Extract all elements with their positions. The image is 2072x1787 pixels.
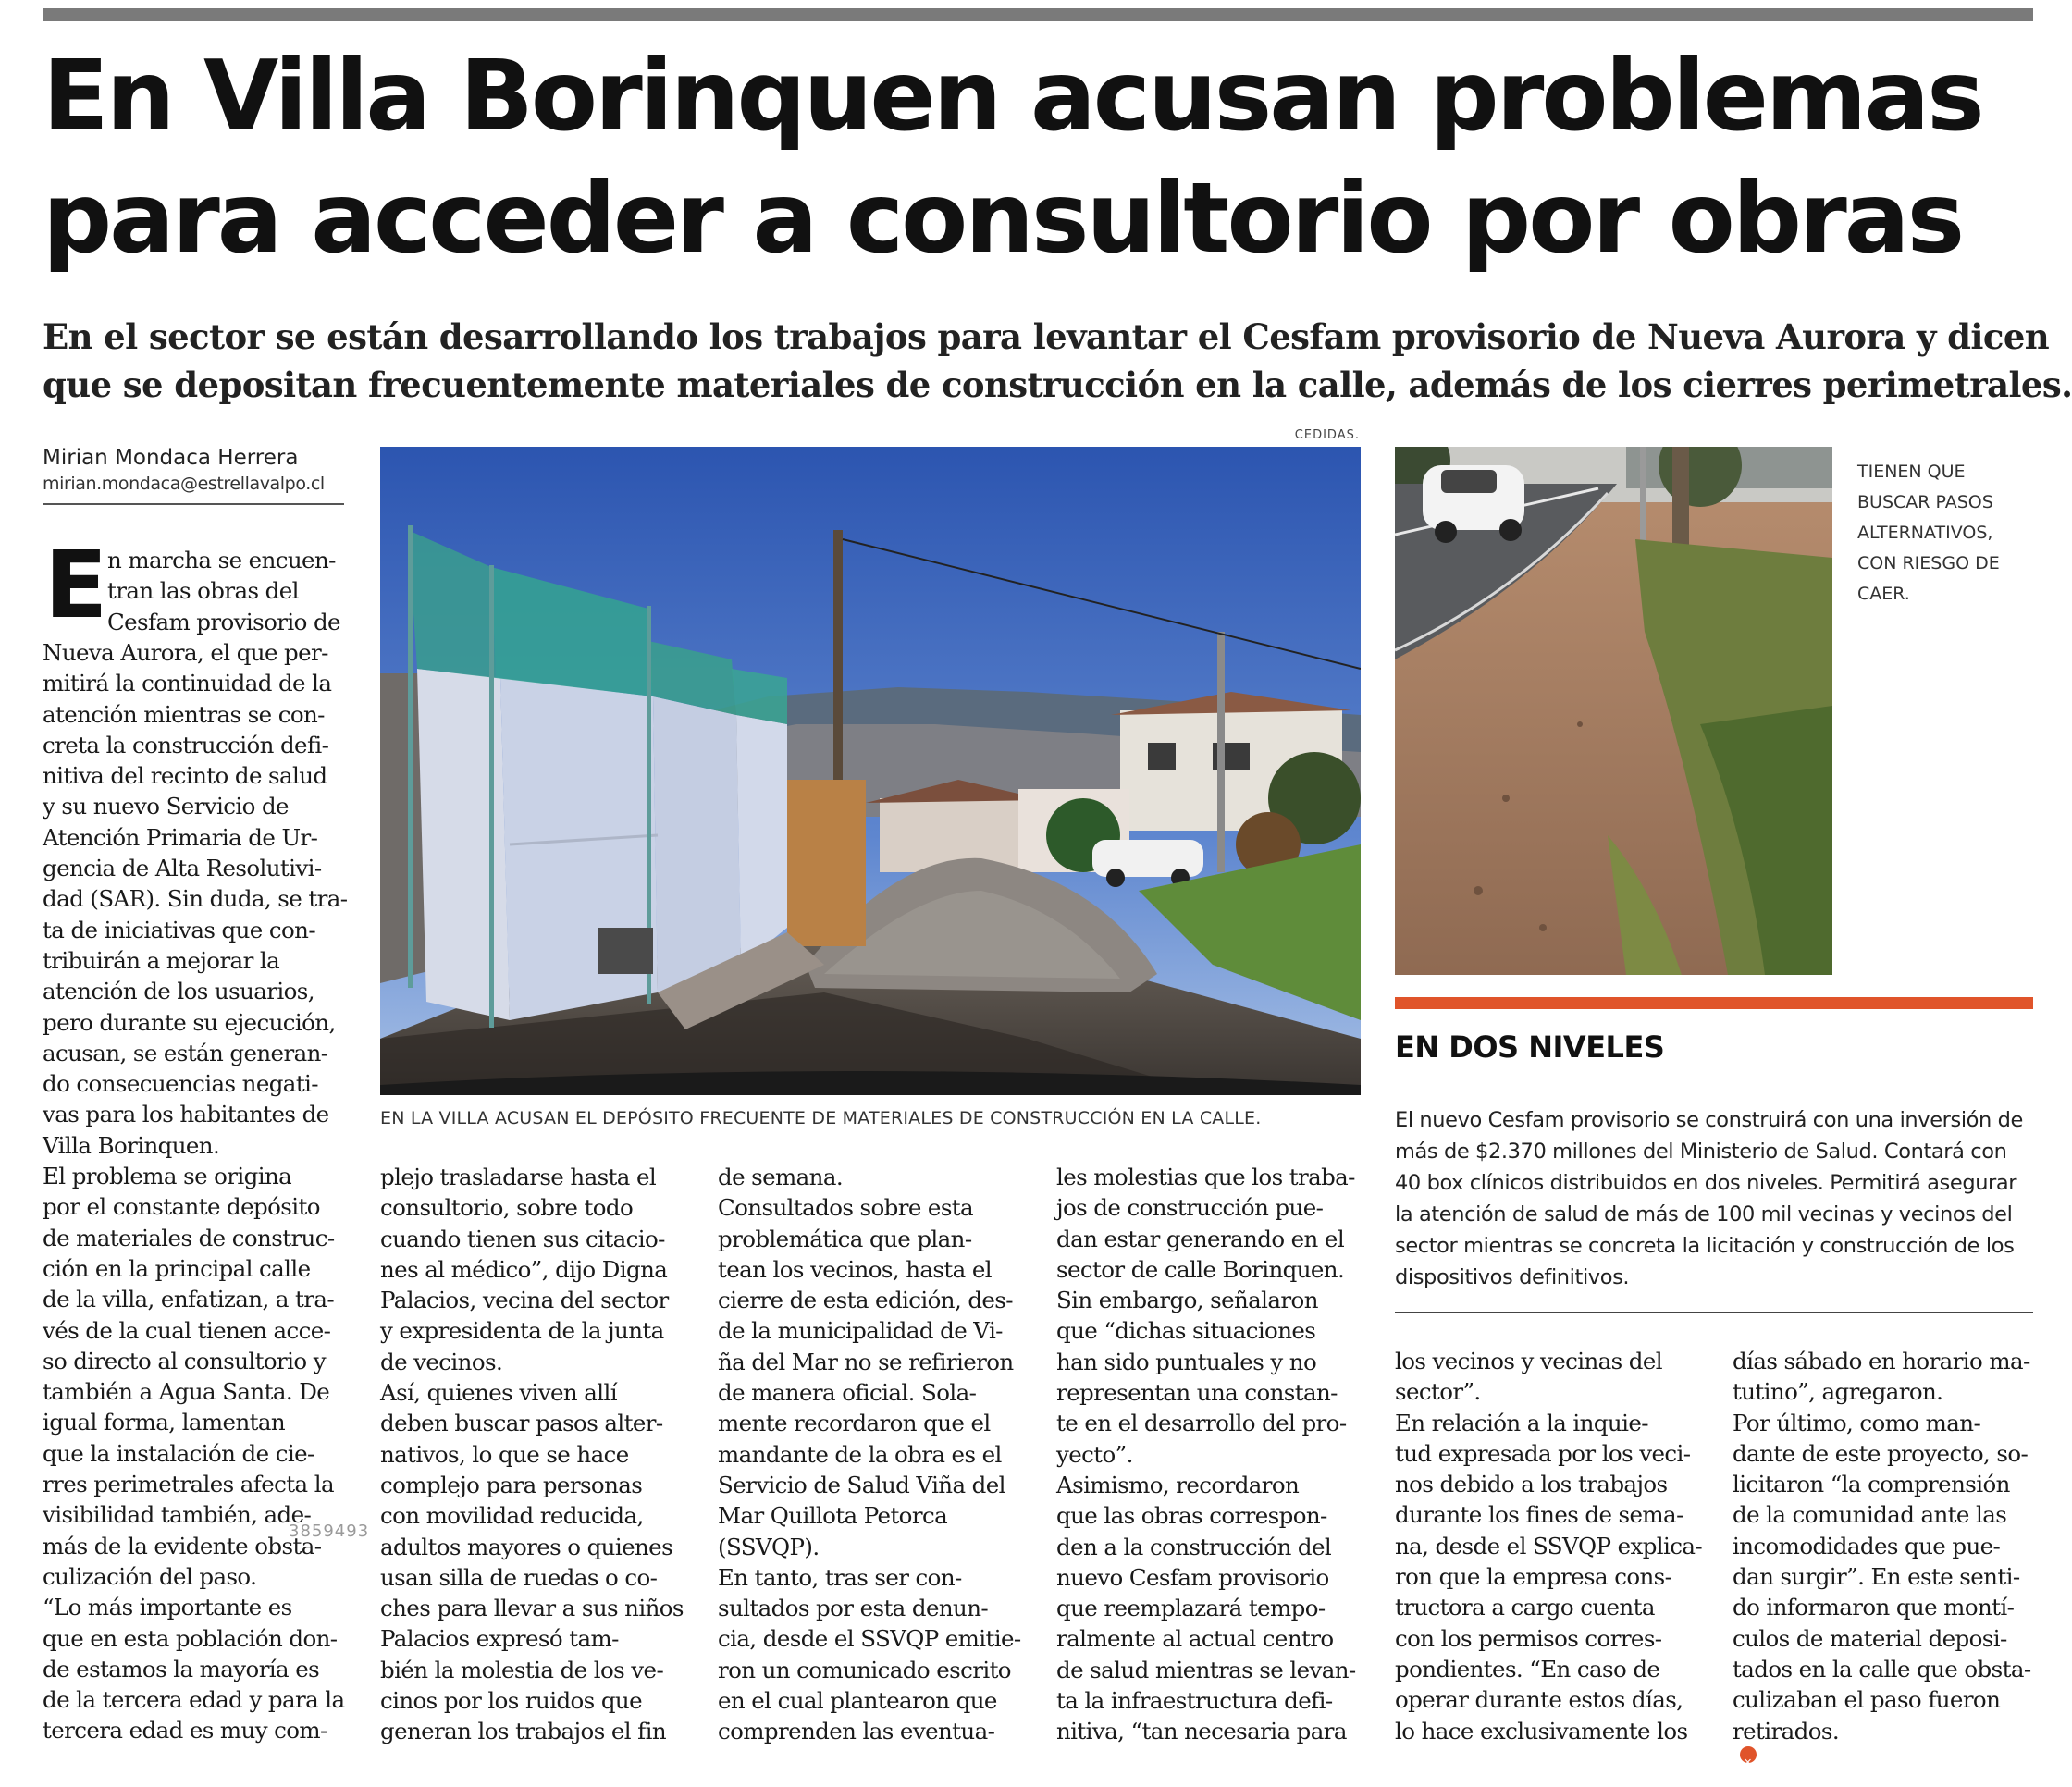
box-body [1395,1104,2033,1293]
text-line: vés de la cual tienen acce- [43,1316,331,1344]
text-line: nes al médico”, dijo Digna [380,1255,668,1283]
text-line: nos debido a los trabajos [1395,1471,1668,1498]
text-line: bién la molestia de los ve- [380,1656,664,1683]
column-3 [718,1162,1023,1747]
text-line: con movilidad reducida, [380,1502,644,1530]
deck-line: En el sector se están desarrollando los trabajos para levantar el Cesfam provisorio de Nueva Aurora y dicen [43,316,2050,357]
text-line: sector”. [1395,1378,1481,1406]
side-photo-caption [1857,457,2033,610]
text-line: cierre de esta edición, des- [718,1287,1013,1314]
main-photo-caption: EN LA VILLA ACUSAN EL DEPÓSITO FRECUENTE DE MATERIALES DE CONSTRUCCIÓN EN LA CALLE. [380,1108,1262,1128]
text-line: ción en la principal calle [43,1254,311,1282]
text-line: plejo trasladarse hasta el [380,1164,657,1190]
box-line: 40 box clínicos distribuidos en dos niveles. Permitirá asegurar [1395,1171,2017,1195]
column-2 [380,1162,685,1747]
text-line: más de la evidente obsta- [43,1532,322,1559]
text-line: dan estar generando en el [1056,1225,1345,1252]
text-line: so directo al consultorio y [43,1347,326,1374]
text-line: visibilidad también, ade- [43,1501,312,1529]
text-line: durante los fines de sema- [1395,1501,1684,1529]
side-caption-line: ALTERNATIVOS, [1857,523,1993,543]
text-line: rres perimetrales afecta la [43,1471,334,1498]
box-bottom-rule [1395,1312,2033,1313]
text-line: Nueva Aurora, el que per- [43,639,328,666]
box-line: dispositivos definitivos. [1395,1265,1630,1289]
text-line: han sido puntuales y no [1056,1348,1317,1375]
deck [43,313,2072,409]
side-caption-line: TIENEN QUE [1857,462,1966,482]
text-line: nitiva, “tan necesaria para [1056,1718,1347,1745]
text-line: y su nuevo Servicio de [43,793,289,820]
text-line: que la instalación de cie- [43,1439,314,1467]
text-line: vas para los habitantes de [43,1101,329,1128]
column-1-top [107,545,344,637]
text-line: igual forma, lamentan [43,1409,286,1436]
text-line: Sin embargo, señalaron [1056,1287,1318,1314]
text-line: cinos por los ruidos que [380,1687,643,1715]
text-line: operar durante estos días, [1395,1686,1684,1714]
text-line: cia, desde el SSVQP emitie- [718,1625,1021,1653]
text-line: Mar Quillota Petorca [718,1502,948,1530]
text-line: días sábado en horario ma- [1733,1348,2030,1374]
text-line: pero durante su ejecución, [43,1008,336,1036]
text-line: de vecinos. [380,1348,503,1375]
text-line: les molestias que los traba- [1056,1164,1355,1190]
main-photo [380,447,1361,1095]
text-line: atención mientras se con- [43,700,325,728]
text-line: que en esta población don- [43,1624,338,1652]
text-line: ralmente al actual centro [1056,1625,1334,1653]
text-line: El problema se origina [43,1163,292,1190]
text-line: Villa Borinquen. [43,1131,220,1159]
text-line: consultorio, sobre todo [380,1194,634,1222]
text-line: los vecinos y vecinas del [1395,1348,1663,1374]
text-line: generan los trabajos el fin [380,1718,667,1745]
text-line: de la tercera edad y para la [43,1686,345,1714]
text-line: mente recordaron que el [718,1410,991,1437]
text-line: culos de material deposi- [1733,1624,2007,1652]
text-line: nativos, lo que se hace [380,1440,629,1468]
text-line: de estamos la mayoría es [43,1655,320,1682]
text-line: que “dichas situaciones [1056,1317,1316,1345]
text-line: En tanto, tras ser con- [718,1563,962,1591]
text-line: tutino”, agregaron. [1733,1378,1943,1406]
text-line: por el constante depósito [43,1193,320,1221]
text-line: con los permisos corres- [1395,1624,1662,1652]
text-line: de semana. [718,1164,844,1190]
text-line: ña del Mar no se refirieron [718,1348,1014,1375]
text-line: culizaban el paso fueron [1733,1686,2001,1714]
text-line: tribuirán a mejorar la [43,946,280,974]
text-line: tran las obras del [107,577,299,605]
text-line: te en el desarrollo del pro- [1056,1410,1347,1437]
headline [43,35,2031,279]
text-line: comprenden las eventua- [718,1718,995,1745]
text-line: tean los vecinos, hasta el [718,1255,992,1283]
text-line: problemática que plan- [718,1225,972,1252]
side-caption-line: BUSCAR PASOS [1857,492,1993,512]
text-line: sector de calle Borinquen. [1056,1255,1345,1283]
author-name: Mirian Mondaca Herrera [43,446,299,470]
box-line: la atención de salud de más de 100 mil vecinas y vecinos del [1395,1202,2013,1226]
text-line: pondientes. “En caso de [1395,1655,1660,1682]
text-line: nuevo Cesfam provisorio [1056,1563,1329,1591]
side-photo [1395,447,1832,975]
text-line: tud expresada por los veci- [1395,1439,1691,1467]
text-line: ta de iniciativas que con- [43,916,315,943]
headline-line: para acceder a consultorio por obras [43,162,1963,275]
text-line: Asimismo, recordaron [1056,1471,1300,1498]
text-line: mitirá la continuidad de la [43,670,332,697]
text-line: de salud mientras se levan- [1056,1656,1356,1683]
watermark: 3859493 [289,1522,370,1541]
author-email[interactable]: mirian.mondaca@estrellavalpo.cl [43,474,325,494]
text-line: de materiales de construc- [43,1224,335,1251]
text-line: Palacios, vecina del sector [380,1287,669,1314]
text-line: Consultados sobre esta [718,1194,974,1222]
text-line: Palacios expresó tam- [380,1625,619,1653]
text-line: acusan, se están generan- [43,1039,328,1066]
text-line: complejo para personas [380,1471,643,1498]
text-line: creta la construcción defi- [43,731,329,758]
column-6 [1733,1346,2033,1763]
text-line: ta la infraestructura defi- [1056,1687,1333,1715]
column-4 [1056,1162,1362,1747]
column-5 [1395,1346,1703,1746]
deck-line: que se depositan frecuentemente materiales de construcción en la calle, además de los cierres perimetrales. [43,364,2072,405]
drop-cap: E [44,531,108,639]
headline-line: En Villa Borinquen acusan problemas [43,40,1982,153]
text-line: que las obras correspon- [1056,1502,1327,1530]
text-line: tercera edad es muy com- [43,1717,327,1744]
photo-credit: CEDIDAS. [1294,428,1360,442]
text-line: jos de construcción pue- [1056,1194,1324,1222]
text-line: Así, quienes viven allí [380,1379,618,1407]
side-caption-line: CON RIESGO DE [1857,553,2000,573]
text-line: Cesfam provisorio de [107,608,340,635]
box-line: sector mientras se concreta la licitación y construcción de los [1395,1234,2015,1258]
text-line: Por último, como man- [1733,1409,1981,1436]
end-mark-icon [1740,1746,1757,1763]
text-line: yecto”. [1056,1440,1133,1468]
text-line: nitiva del recinto de salud [43,762,327,790]
text-line: “Lo más importante es [43,1594,292,1621]
text-line: tructora a cargo cuenta [1395,1594,1655,1621]
text-line: na, desde el SSVQP explica- [1395,1532,1703,1559]
text-line: dan surgir”. En este senti- [1733,1563,2020,1591]
text-line: Atención Primaria de Ur- [43,823,318,851]
box-line: más de $2.370 millones del Ministerio de Salud. Contará con [1395,1140,2007,1164]
text-line: atención de los usuarios, [43,978,314,1005]
text-line: de manera oficial. Sola- [718,1379,977,1407]
text-line: deben buscar pasos alter- [380,1410,663,1437]
text-line: ches para llevar a sus niños [380,1595,684,1622]
text-line: dad (SAR). Sin duda, se tra- [43,885,348,913]
text-line: usan silla de ruedas o co- [380,1563,658,1591]
column-1 [43,637,348,1746]
box-title: EN DOS NIVELES [1395,1029,1665,1065]
text-line: En relación a la inquie- [1395,1409,1648,1436]
text-line: retirados. ✕ [1733,1716,2033,1763]
text-line: Servicio de Salud Viña del [718,1471,1005,1498]
top-rule [43,8,2033,21]
text-line: representan una constan- [1056,1379,1338,1407]
byline [43,444,344,505]
text-line: cuando tienen sus citacio- [380,1225,665,1252]
text-line: en el cual plantearon que [718,1687,997,1715]
text-line: y expresidenta de la junta [380,1317,664,1345]
text-line: licitaron “la comprensión [1733,1471,2010,1498]
text-line: ron que la empresa cons- [1395,1563,1672,1591]
text-line: de la municipalidad de Vi- [718,1317,1003,1345]
text-line: do consecuencias negati- [43,1070,318,1098]
text-line: incomodidades que pue- [1733,1532,2001,1559]
text-line: lo hace exclusivamente los [1395,1717,1688,1744]
text-line: tados en la calle que obsta- [1733,1655,2031,1682]
text-line: también a Agua Santa. De [43,1378,330,1406]
text-line: den a la construcción del [1056,1533,1332,1560]
text-line: dante de este proyecto, so- [1733,1439,2029,1467]
text-line: (SSVQP). [718,1533,820,1560]
text-line: de la villa, enfatizan, a tra- [43,1286,335,1313]
text-line: que reemplazará tempo- [1056,1595,1326,1622]
text-line: mandante de la obra es el [718,1440,1002,1468]
box-line: El nuevo Cesfam provisorio se construirá con una inversión de [1395,1108,2023,1132]
text-line: n marcha se encuen- [107,547,336,573]
text-line: culización del paso. [43,1562,257,1590]
text-line: do informaron que montí- [1733,1594,2015,1621]
text-line: gencia de Alta Resolutivi- [43,855,322,882]
text-line: de la comunidad ante las [1733,1501,2007,1529]
box-accent-bar [1395,997,2033,1009]
text-line: ron un comunicado escrito [718,1656,1011,1683]
text-line: adultos mayores o quienes [380,1533,673,1560]
side-caption-line: CAER. [1857,584,1910,604]
text-line: sultados por esta denun- [718,1595,989,1622]
